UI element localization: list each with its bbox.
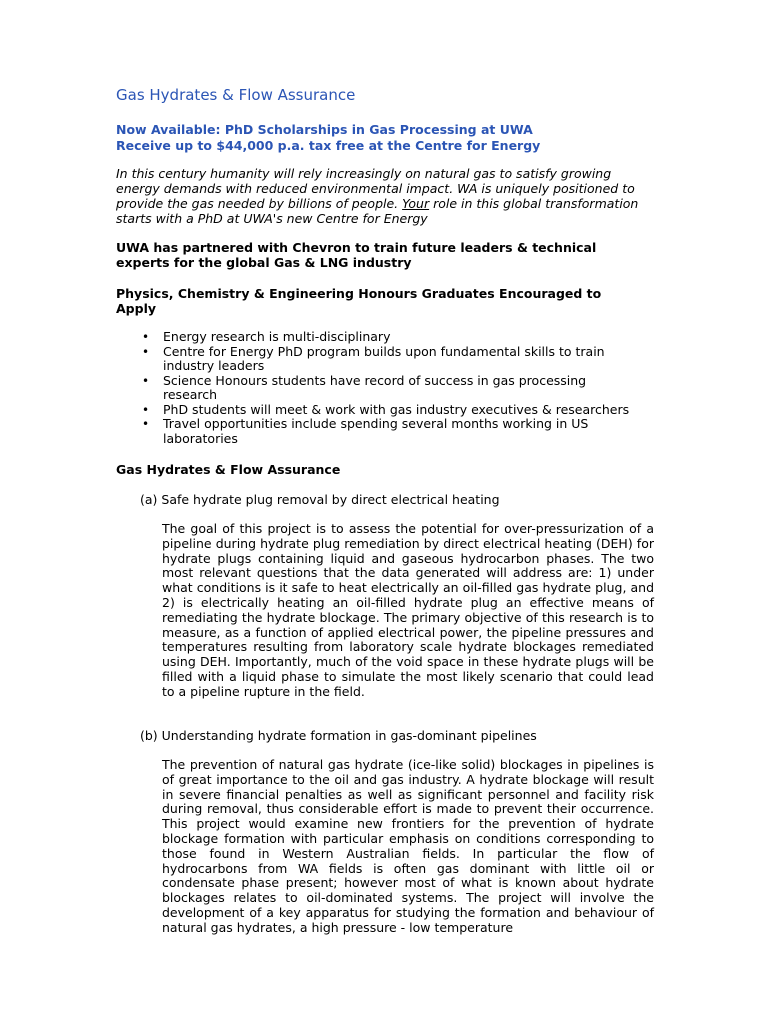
document-title: Gas Hydrates & Flow Assurance — [116, 86, 356, 104]
bullet-icon: • — [142, 417, 150, 431]
project-b-heading: (b) Understanding hydrate formation in gas-dominant pipelines — [140, 728, 537, 743]
bullet-icon: • — [142, 373, 150, 388]
encouraged-statement: Physics, Chemistry & Engineering Honours Graduates Encouraged to Apply — [116, 286, 602, 316]
bullet-icon: • — [142, 344, 150, 359]
benefits-list — [116, 330, 636, 446]
project-a-heading: (a) Safe hydrate plug removal by direct electrical heating — [140, 492, 500, 507]
intro-paragraph — [116, 166, 646, 226]
project-a-body: The goal of this project is to assess the potential for over-pressurization of a pipeline during hydrate plug remediation by direct electrical heating (DEH) for hydrate plugs containing liquid and gaseous hydrocarbon phases. The two most relevant questions that the data generated will address are: 1) under what conditions is it safe to heat electrically an oil-filled gas hydrate plug, and 2) is electrically heating an oil-filled hydrate plug an effective means of remediating the hydrate blockage. The primary objective of this research is to measure, as a function of applied electrical power, the pipeline pressures and temperatures resulting from laboratory scale hydrate blockages remediated using DEH. Importantly, much of the void space in these hydrate plugs will be filled with a liquid phase to simulate the most likely scenario that could lead to a pipeline rupture in the field. — [162, 521, 654, 699]
list-item — [116, 403, 636, 418]
announcement-line-2: Receive up to $44,000 p.a. tax free at the Centre for Energy — [116, 138, 541, 153]
list-item-text: Travel opportunities include spending several months working in US laboratories — [163, 416, 589, 446]
intro-text-1: In this century humanity will rely increasingly on natural gas to satisfy growing energy demands with reduced environmental impact. WA is uniquely positioned to provide the gas needed by billions of people. — [116, 166, 635, 211]
bullet-icon: • — [142, 402, 150, 417]
intro-emphasis: Your — [402, 196, 430, 211]
announcement-line-1: Now Available: PhD Scholarships in Gas Processing at UWA — [116, 122, 533, 137]
bullet-icon: • — [142, 330, 150, 344]
list-item-text: Centre for Energy PhD program builds upon fundamental skills to train industry leaders — [163, 343, 605, 373]
partner-statement: UWA has partnered with Chevron to train future leaders & technical experts for the global Gas & LNG industry — [116, 240, 597, 270]
intro-text-2: role in this global transformation starts with a PhD at UWA's new Centre for Energy — [116, 196, 639, 226]
list-item-text: PhD students will meet & work with gas industry executives & researchers — [163, 401, 630, 417]
list-item — [116, 417, 636, 446]
list-item — [116, 330, 636, 345]
list-item — [116, 345, 636, 374]
list-item-text: Energy research is multi-disciplinary — [163, 329, 391, 344]
list-item-text: Science Honours students have record of success in gas processing research — [163, 372, 587, 402]
list-item — [116, 374, 636, 403]
project-b-body: The prevention of natural gas hydrate (ice-like solid) blockages in pipelines is of great importance to the oil and gas industry. A hydrate blockage will result in severe financial penalties as well as significant personnel and facility risk during removal, thus considerable effort is made to prevent their occurrence. This project would examine new frontiers for the prevention of hydrate blockage formation with particular emphasis on conditions corresponding to those found in Western Australian fields. In particular the flow of hydrocarbons from WA fields is often gas dominant with little oil or condensate phase present; however most of what is known about hydrate blockages relates to oil-dominated systems. The project will involve the development of a key apparatus for studying the formation and behaviour of natural gas hydrates, a high pressure - low temperature — [162, 757, 654, 935]
section-heading: Gas Hydrates & Flow Assurance — [116, 462, 341, 477]
scholarship-announcement — [116, 122, 540, 154]
